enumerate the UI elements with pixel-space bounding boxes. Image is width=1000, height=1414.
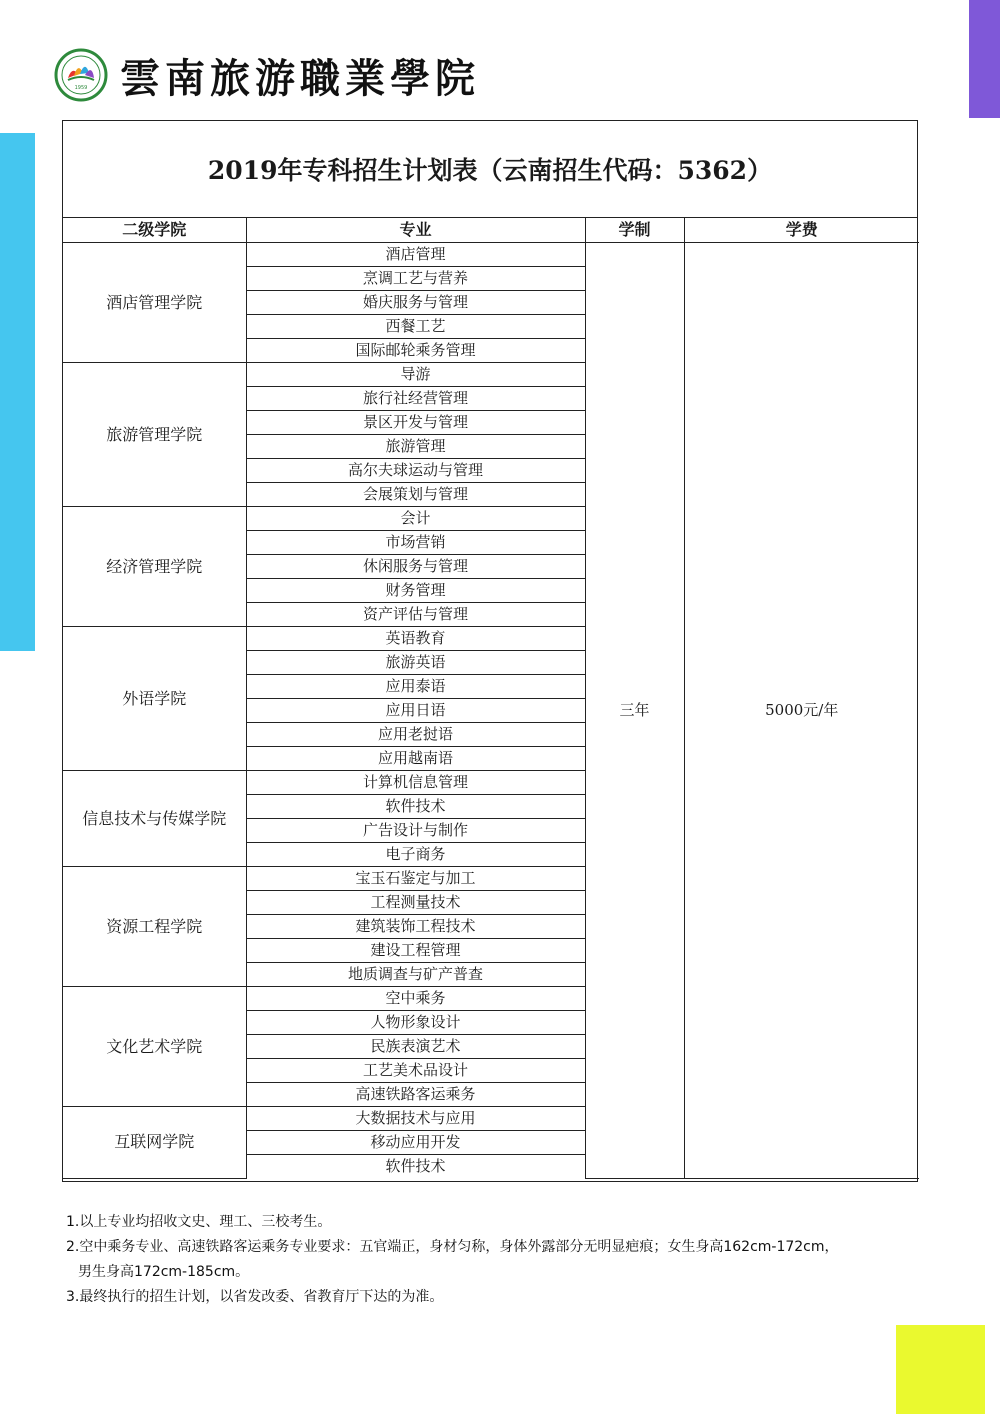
table-header-row — [63, 218, 919, 243]
major-cell: 高尔夫球运动与管理 — [246, 459, 585, 483]
major-cell: 地质调查与矿产普查 — [246, 963, 585, 987]
duration-cell: 三年 — [585, 243, 684, 1179]
svg-text:1959: 1959 — [74, 85, 88, 91]
major-cell: 建设工程管理 — [246, 939, 585, 963]
decor-purple-bar — [969, 0, 1000, 118]
enrollment-plan-sheet — [62, 120, 918, 1182]
college-cell: 外语学院 — [63, 627, 246, 771]
major-cell: 导游 — [246, 363, 585, 387]
school-name: 雲南旅游職業學院 — [120, 54, 480, 102]
table-row — [63, 243, 919, 267]
major-cell: 工艺美术品设计 — [246, 1059, 585, 1083]
major-cell: 人物形象设计 — [246, 1011, 585, 1035]
major-cell: 高速铁路客运乘务 — [246, 1083, 585, 1107]
college-cell: 旅游管理学院 — [63, 363, 246, 507]
page-title: 2019年专科招生计划表（云南招生代码：5362） — [63, 121, 917, 218]
column-header-duration: 学制 — [585, 218, 684, 243]
major-cell: 国际邮轮乘务管理 — [246, 339, 585, 363]
college-cell: 文化艺术学院 — [63, 987, 246, 1107]
major-cell: 市场营销 — [246, 531, 585, 555]
major-cell: 软件技术 — [246, 795, 585, 819]
note-text-continued: 男生身高172cm-185cm。 — [78, 1264, 250, 1280]
major-cell: 应用老挝语 — [246, 723, 585, 747]
major-cell: 会展策划与管理 — [246, 483, 585, 507]
enrollment-table — [63, 218, 919, 1179]
college-cell: 经济管理学院 — [63, 507, 246, 627]
column-header-major: 专业 — [246, 218, 585, 243]
major-cell: 婚庆服务与管理 — [246, 291, 585, 315]
major-cell: 电子商务 — [246, 843, 585, 867]
fee-cell: 5000元/年 — [684, 243, 919, 1179]
college-cell: 酒店管理学院 — [63, 243, 246, 363]
major-cell: 计算机信息管理 — [246, 771, 585, 795]
column-header-college: 二级学院 — [63, 218, 246, 243]
decor-yellow-square — [896, 1325, 985, 1414]
major-cell: 广告设计与制作 — [246, 819, 585, 843]
major-cell: 西餐工艺 — [246, 315, 585, 339]
notes-section — [66, 1210, 926, 1310]
note-text: 1.以上专业均招收文史、理工、三校考生。 — [66, 1214, 332, 1230]
major-cell: 资产评估与管理 — [246, 603, 585, 627]
major-cell: 旅行社经营管理 — [246, 387, 585, 411]
major-cell: 应用泰语 — [246, 675, 585, 699]
college-cell: 信息技术与传媒学院 — [63, 771, 246, 867]
major-cell: 英语教育 — [246, 627, 585, 651]
major-cell: 烹调工艺与营养 — [246, 267, 585, 291]
major-cell: 民族表演艺术 — [246, 1035, 585, 1059]
note-item — [66, 1235, 926, 1285]
decor-blue-bar — [0, 133, 35, 651]
major-cell: 建筑装饰工程技术 — [246, 915, 585, 939]
major-cell: 财务管理 — [246, 579, 585, 603]
major-cell: 景区开发与管理 — [246, 411, 585, 435]
header — [54, 48, 480, 102]
major-cell: 工程测量技术 — [246, 891, 585, 915]
major-cell: 软件技术 — [246, 1155, 585, 1179]
note-item — [66, 1285, 926, 1310]
major-cell: 移动应用开发 — [246, 1131, 585, 1155]
major-cell: 宝玉石鉴定与加工 — [246, 867, 585, 891]
major-cell: 大数据技术与应用 — [246, 1107, 585, 1131]
college-cell: 资源工程学院 — [63, 867, 246, 987]
school-logo-icon — [54, 48, 108, 102]
major-cell: 休闲服务与管理 — [246, 555, 585, 579]
major-cell: 旅游管理 — [246, 435, 585, 459]
college-cell: 互联网学院 — [63, 1107, 246, 1179]
major-cell: 酒店管理 — [246, 243, 585, 267]
major-cell: 会计 — [246, 507, 585, 531]
table-body — [63, 243, 919, 1179]
major-cell: 空中乘务 — [246, 987, 585, 1011]
note-text: 2.空中乘务专业、高速铁路客运乘务专业要求：五官端正，身材匀称，身体外露部分无明显疤痕；女生身高162cm-172cm， — [66, 1239, 839, 1255]
note-text: 3.最终执行的招生计划，以省发改委、省教育厅下达的为准。 — [66, 1289, 444, 1305]
major-cell: 应用日语 — [246, 699, 585, 723]
column-header-fee: 学费 — [684, 218, 919, 243]
note-item — [66, 1210, 926, 1235]
major-cell: 旅游英语 — [246, 651, 585, 675]
major-cell: 应用越南语 — [246, 747, 585, 771]
